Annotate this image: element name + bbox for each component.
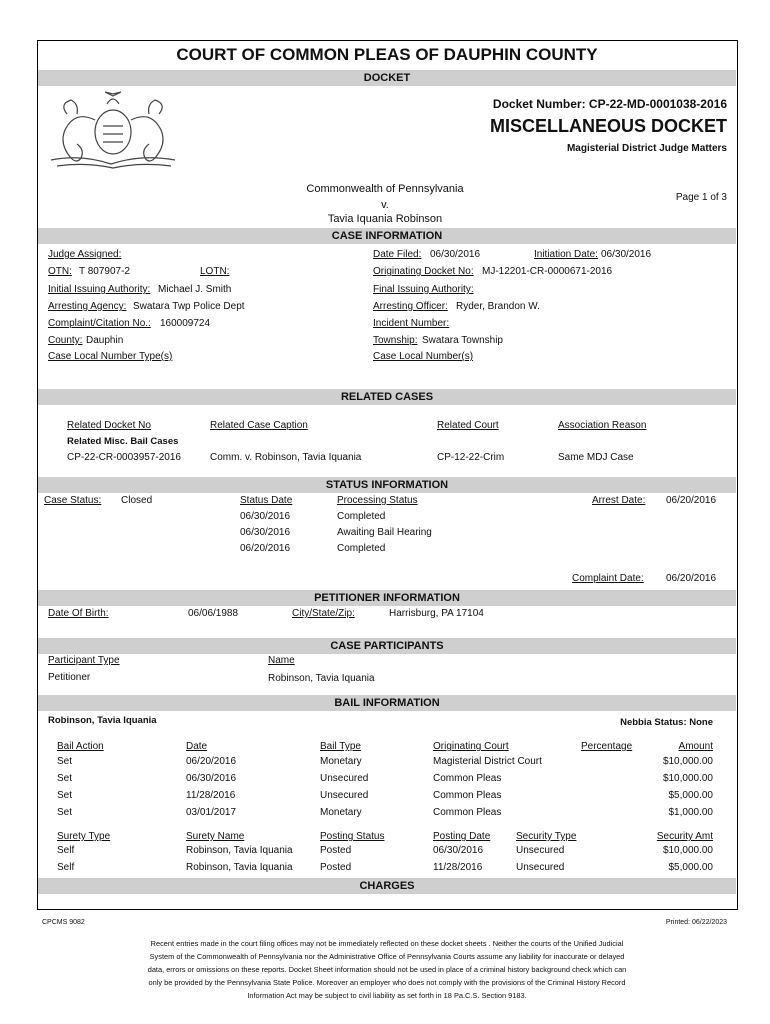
bail-row-court: Common Pleas	[433, 773, 502, 784]
judge-label: Judge Assigned:	[48, 249, 122, 260]
arrest-date-label: Arrest Date:	[592, 495, 646, 506]
bail-col-amount: Amount	[678, 741, 713, 752]
orig-docket-value: MJ-12201-CR-0000671-2016	[482, 266, 613, 277]
bail-col-type: Bail Type	[320, 741, 361, 752]
caption-defendant: Tavia Iquania Robinson	[327, 213, 443, 225]
surety-row-security-type: Unsecured	[516, 845, 565, 856]
bail-col-action: Bail Action	[57, 741, 104, 752]
city-state-zip-value: Harrisburg, PA 17104	[389, 608, 484, 619]
form-number: CPCMS 9082	[42, 919, 85, 926]
arresting-officer-label: Arresting Officer:	[373, 301, 448, 312]
surety-row-security-type: Unsecured	[516, 862, 565, 873]
orig-docket-label: Originating Docket No:	[373, 266, 474, 277]
county-value: Dauphin	[86, 335, 124, 346]
bail-row-action: Set	[57, 807, 73, 818]
lotn-label: LOTN:	[200, 266, 230, 277]
bail-col-date: Date	[186, 741, 208, 752]
complaint-date-label: Complaint Date:	[572, 573, 644, 584]
related-col-caption: Related Case Caption	[210, 420, 308, 431]
disclaimer-line: data, errors or omissions on these reports. Docket Sheet information should not be used in place of a criminal history background check which can	[147, 965, 627, 974]
related-col-reason: Association Reason	[558, 420, 647, 431]
participant-type: Petitioner	[48, 672, 91, 683]
date-filed-value: 06/30/2016	[430, 249, 481, 260]
complaint-date-value: 06/20/2016	[666, 573, 717, 584]
status-row-date: 06/20/2016	[240, 543, 291, 554]
arresting-officer-value: Ryder, Brandon W.	[456, 301, 540, 312]
bail-row-court: Common Pleas	[433, 790, 502, 801]
bail-heading: BAIL INFORMATION	[334, 697, 440, 709]
bail-row-action: Set	[57, 773, 73, 784]
surety-col-security-amt: Security Amt	[656, 831, 713, 842]
status-heading: STATUS INFORMATION	[325, 479, 449, 491]
surety-col-name: Surety Name	[186, 831, 245, 842]
related-court: CP-12-22-Crim	[437, 452, 505, 463]
date-filed-label: Date Filed:	[373, 249, 422, 260]
initial-authority-value: Michael J. Smith	[158, 284, 232, 295]
pennsylvania-seal-icon	[47, 90, 180, 172]
bail-person: Robinson, Tavia Iquania	[48, 715, 157, 726]
arrest-date-value: 06/20/2016	[666, 495, 717, 506]
docket-subtype: Magisterial District Judge Matters	[566, 143, 727, 154]
city-state-zip-label: City/State/Zip:	[292, 608, 355, 619]
township-label: Township:	[373, 335, 418, 346]
local-type-label: Case Local Number Type(s)	[48, 351, 173, 362]
complaint-value: 160009724	[160, 318, 211, 329]
bail-row-type: Monetary	[320, 756, 362, 767]
surety-col-type: Surety Type	[57, 831, 111, 842]
surety-row-name: Robinson, Tavia Iquania	[186, 845, 293, 856]
status-row-date: 06/30/2016	[240, 511, 291, 522]
initial-authority-label: Initial Issuing Authority:	[48, 284, 151, 295]
bail-col-court: Originating Court	[433, 741, 509, 752]
disclaimer-line: Recent entries made in the court filing offices may not be immediately reflected on these docket sheets . Neither the courts of the Unified Judicial	[150, 939, 624, 948]
status-col-processing: Processing Status	[337, 495, 418, 506]
bail-row-type: Unsecured	[320, 790, 369, 801]
bail-row-court: Magisterial District Court	[433, 756, 542, 767]
bail-row-date: 06/20/2016	[186, 756, 237, 767]
related-col-docket: Related Docket No	[67, 420, 151, 431]
surety-col-security-type: Security Type	[516, 831, 577, 842]
status-row-date: 06/30/2016	[240, 527, 291, 538]
township-value: Swatara Township	[422, 335, 503, 346]
otn-label: OTN:	[48, 266, 72, 277]
related-docket: CP-22-CR-0003957-2016	[67, 452, 181, 463]
related-reason: Same MDJ Case	[558, 452, 634, 463]
status-row-status: Completed	[337, 511, 386, 522]
participant-name: Robinson, Tavia Iquania	[268, 673, 375, 684]
surety-row-date: 11/28/2016	[433, 862, 483, 873]
local-numbers-label: Case Local Number(s)	[373, 351, 474, 362]
participant-col-name: Name	[268, 655, 295, 666]
status-row-status: Completed	[337, 543, 386, 554]
surety-row-status: Posted	[320, 845, 352, 856]
bail-row-type: Unsecured	[320, 773, 369, 784]
surety-row-name: Robinson, Tavia Iquania	[186, 862, 293, 873]
otn-value: T 807907-2	[79, 266, 130, 277]
surety-row-type: Self	[57, 845, 75, 856]
case-status-value: Closed	[121, 495, 153, 506]
arresting-agency-label: Arresting Agency:	[48, 301, 127, 312]
bail-row-amount: $5,000.00	[668, 790, 713, 801]
bail-row-amount: $1,000.00	[668, 807, 713, 818]
disclaimer-line: System of the Commonwealth of Pennsylvania nor the Administrative Office of Pennsylvania Courts assume any liability for inaccurate or delayed	[149, 952, 625, 961]
initiation-value: 06/30/2016	[601, 249, 652, 260]
page-number: Page 1 of 3	[675, 192, 727, 203]
status-row-status: Awaiting Bail Hearing	[337, 527, 432, 538]
disclaimer-line: only be provided by the Pennsylvania State Police. Moreover an employer who does not comply with the provisions of the Criminal History Record	[148, 978, 626, 987]
arresting-agency-value: Swatara Twp Police Dept	[133, 301, 245, 312]
court-title: COURT OF COMMON PLEAS OF DAUPHIN COUNTY	[176, 45, 598, 64]
disclaimer-line: Information Act may be subject to civil liability as set forth in 18 Pa.C.S. Section 9183.	[247, 991, 527, 1000]
status-col-date: Status Date	[240, 495, 293, 506]
bail-row-action: Set	[57, 790, 73, 801]
case-status-label: Case Status:	[44, 495, 102, 506]
bail-row-action: Set	[57, 756, 73, 767]
case-info-heading: CASE INFORMATION	[331, 230, 443, 242]
bail-row-amount: $10,000.00	[662, 756, 713, 767]
final-authority-label: Final Issuing Authority:	[373, 284, 474, 295]
docket-type: MISCELLANEOUS DOCKET	[489, 116, 727, 136]
surety-row-security-amt: $5,000.00	[668, 862, 713, 873]
caption-plaintiff: Commonwealth of Pennsylvania	[306, 183, 464, 195]
initiation-label: Initiation Date:	[534, 249, 598, 260]
dob-value: 06/06/1988	[188, 608, 239, 619]
surety-row-type: Self	[57, 862, 75, 873]
caption-versus: v.	[381, 199, 389, 211]
bail-row-type: Monetary	[320, 807, 362, 818]
bail-row-date: 11/28/2016	[186, 790, 236, 801]
complaint-label: Complaint/Citation No.:	[48, 318, 151, 329]
bail-row-court: Common Pleas	[433, 807, 502, 818]
incident-label: Incident Number:	[373, 318, 450, 329]
printed-date: Printed: 06/22/2023	[665, 919, 727, 926]
dob-label: Date Of Birth:	[48, 608, 109, 619]
charges-heading: CHARGES	[359, 880, 415, 892]
related-group: Related Misc. Bail Cases	[67, 436, 179, 447]
surety-col-posting-date: Posting Date	[433, 831, 491, 842]
bail-row-amount: $10,000.00	[662, 773, 713, 784]
participants-heading: CASE PARTICIPANTS	[330, 640, 444, 652]
related-col-court: Related Court	[437, 420, 499, 431]
bail-col-percentage: Percentage	[581, 741, 633, 752]
related-caption: Comm. v. Robinson, Tavia Iquania	[210, 452, 362, 463]
related-heading: RELATED CASES	[340, 391, 434, 403]
nebbia-status: Nebbia Status: None	[620, 717, 713, 728]
county-label: County:	[48, 335, 83, 346]
surety-row-security-amt: $10,000.00	[662, 845, 713, 856]
participant-col-type: Participant Type	[48, 655, 120, 666]
docket-number: Docket Number: CP-22-MD-0001038-2016	[492, 97, 727, 111]
bail-row-date: 06/30/2016	[186, 773, 237, 784]
surety-row-status: Posted	[320, 862, 352, 873]
surety-col-posting-status: Posting Status	[320, 831, 385, 842]
bail-row-date: 03/01/2017	[186, 807, 237, 818]
docket-label: DOCKET	[363, 72, 411, 84]
surety-row-date: 06/30/2016	[433, 845, 484, 856]
petitioner-heading: PETITIONER INFORMATION	[314, 592, 460, 604]
